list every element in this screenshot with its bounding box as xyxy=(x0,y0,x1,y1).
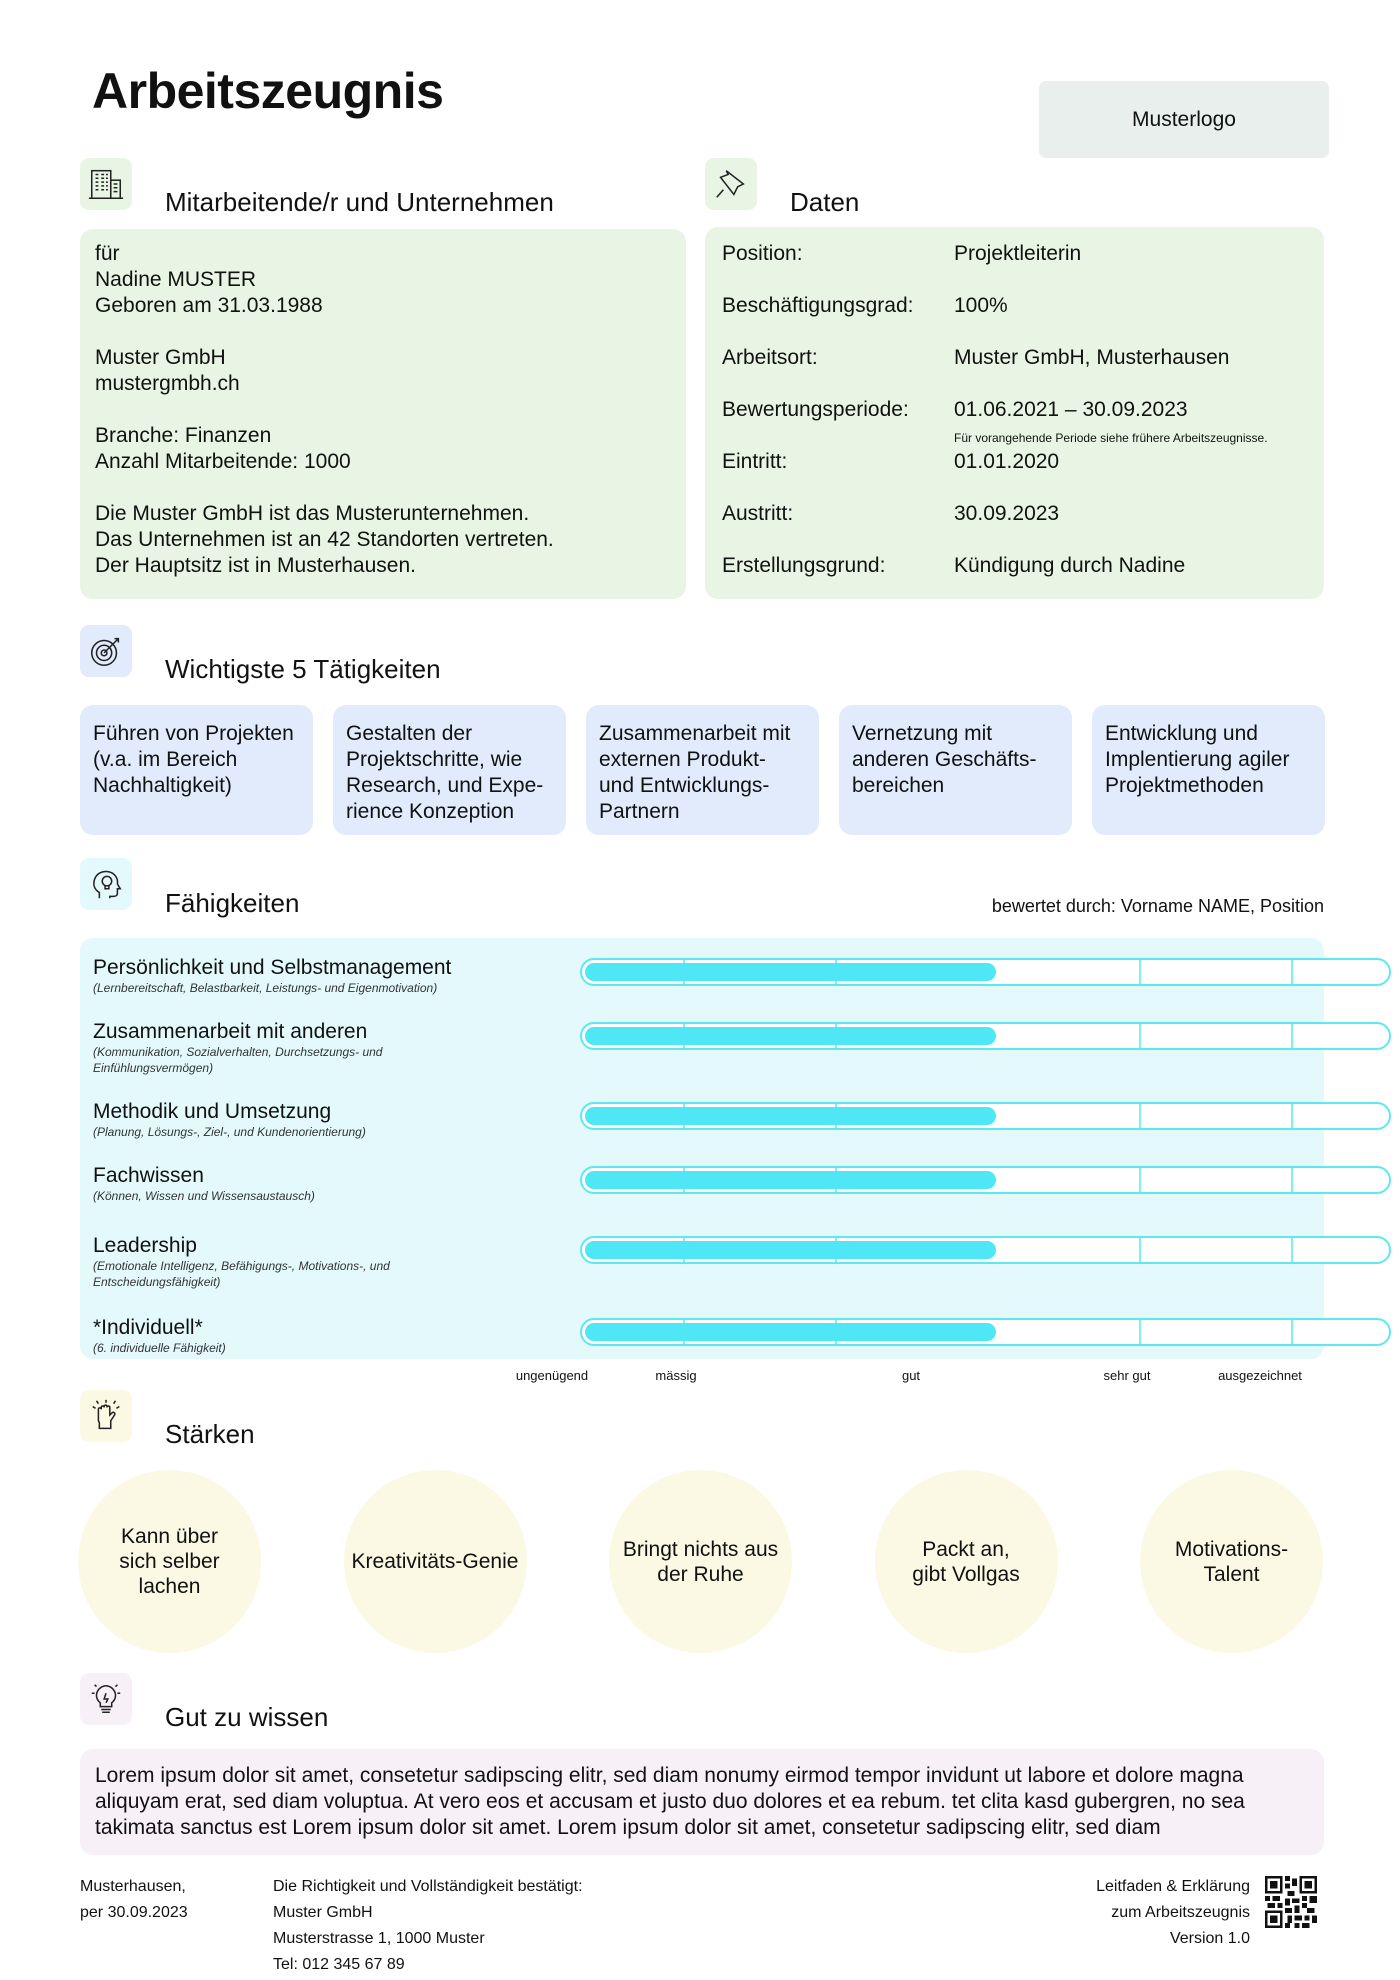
skill-description: (6. individuelle Fähigkeit) xyxy=(93,1341,226,1355)
task-card xyxy=(80,705,313,835)
strength-bubble xyxy=(875,1470,1058,1653)
rated-by: bewertet durch: Vorname NAME, Position xyxy=(991,896,1324,916)
rating-tick xyxy=(1139,1320,1141,1344)
rating-tick xyxy=(1291,1320,1293,1344)
skill-label xyxy=(93,1020,493,1076)
task-line: Gestalten der xyxy=(346,722,473,745)
info-line: takimata sanctus est Lorem ipsum dolor sit amet. Lorem ipsum dolor sit amet, consetetur sadipscing elitr, sed diam xyxy=(95,1816,1161,1839)
footer-confirm-line: Die Richtigkeit und Vollständigkeit bestätigt: xyxy=(273,1878,583,1895)
strength-text xyxy=(912,1537,1019,1587)
strength-line: lachen xyxy=(138,1575,201,1598)
employee-line: mustergmbh.ch xyxy=(95,372,240,395)
footer-guide-line: zum Arbeitszeugnis xyxy=(1111,1904,1250,1921)
skill-name: *Individuell* xyxy=(93,1316,203,1339)
company-logo: Musterlogo xyxy=(1039,81,1329,158)
rating-tick xyxy=(1139,1024,1141,1048)
strength-bubble xyxy=(1140,1470,1323,1653)
strength-bubble xyxy=(78,1470,261,1653)
skill-rating-bar xyxy=(580,1166,1391,1194)
head-bulb-icon xyxy=(80,858,132,910)
employee-line: Die Muster GmbH ist das Musterunternehmen. xyxy=(95,502,530,525)
footer-confirm-line: Tel: 012 345 67 89 xyxy=(273,1956,405,1973)
rating-tick xyxy=(1139,1238,1141,1262)
strength-line: sich selber xyxy=(119,1550,220,1573)
data-value: Muster GmbH, Musterhausen xyxy=(954,346,1230,369)
rating-tick xyxy=(1291,960,1293,984)
task-card xyxy=(333,705,566,835)
task-line: Nachhaltigkeit) xyxy=(93,774,232,797)
strength-bubble xyxy=(344,1470,527,1653)
data-row xyxy=(722,241,1081,267)
task-line: Entwicklung und xyxy=(1105,722,1258,745)
skill-name: Persönlichkeit und Selbstmanagement xyxy=(93,956,452,979)
skill-label xyxy=(93,1316,493,1356)
skills-box xyxy=(80,938,1324,1359)
skill-name: Fachwissen xyxy=(93,1164,204,1187)
strength-line: gibt Vollgas xyxy=(912,1562,1020,1586)
qr-code[interactable] xyxy=(1265,1876,1317,1928)
footer-confirm-line: Musterstrasse 1, 1000 Muster xyxy=(273,1930,485,1947)
employee-line: Geboren am 31.03.1988 xyxy=(95,294,323,317)
data-row xyxy=(722,501,1059,527)
lightbulb-icon xyxy=(80,1673,132,1725)
data-value: Kündigung durch Nadine xyxy=(954,554,1186,577)
skill-description: Entscheidungsfähigkeit) xyxy=(93,1275,221,1289)
employee-line xyxy=(95,319,554,345)
strength-text xyxy=(623,1537,778,1587)
data-value: 100% xyxy=(954,294,1008,317)
section-title-strengths: Stärken xyxy=(165,1419,255,1449)
employee-line: Branche: Finanzen xyxy=(95,424,272,447)
skill-rating-bar xyxy=(580,1236,1391,1264)
skill-rating-bar xyxy=(580,1318,1391,1346)
employee-line: Nadine MUSTER xyxy=(95,268,257,291)
task-line: Vernetzung mit xyxy=(852,722,993,745)
skill-label xyxy=(93,956,493,996)
data-label: Beschäftigungsgrad: xyxy=(722,294,914,317)
building-icon xyxy=(80,158,132,210)
employee-line xyxy=(95,475,554,501)
footer-place-line: per 30.09.2023 xyxy=(80,1904,188,1921)
footer-guide-line: Version 1.0 xyxy=(1169,1930,1250,1947)
task-line: Führen von Projekten xyxy=(93,722,294,745)
skill-label xyxy=(93,1234,493,1290)
employee-line: für xyxy=(95,242,120,265)
skill-rating-bar xyxy=(580,1022,1391,1050)
strength-text xyxy=(119,1524,219,1599)
data-value: 30.09.2023 xyxy=(954,502,1060,525)
skill-label xyxy=(93,1100,493,1140)
employee-line xyxy=(95,397,554,423)
rating-tick xyxy=(1139,960,1141,984)
strength-line: Talent xyxy=(1203,1562,1260,1586)
employee-line: Anzahl Mitarbeitende: 1000 xyxy=(95,450,351,473)
rating-tick xyxy=(1291,1104,1293,1128)
data-row xyxy=(722,397,1188,423)
rating-fill xyxy=(585,963,996,981)
rating-fill xyxy=(585,1171,996,1189)
scale-label: gut xyxy=(901,1368,921,1383)
skill-description: (Kommunikation, Sozialverhalten, Durchsetzungs- und xyxy=(93,1045,383,1059)
data-row xyxy=(722,553,1185,579)
section-title-data: Daten xyxy=(790,187,860,217)
scale-label: sehr gut xyxy=(1103,1368,1151,1383)
rating-fill xyxy=(585,1323,996,1341)
rating-tick xyxy=(1291,1238,1293,1262)
strength-line: der Ruhe xyxy=(657,1562,744,1586)
skill-rating-bar xyxy=(580,958,1391,986)
data-label: Position: xyxy=(722,242,803,265)
strength-line: Kreativitäts-Genie xyxy=(351,1550,519,1573)
skill-name: Zusammenarbeit mit anderen xyxy=(93,1020,368,1043)
section-title-employee: Mitarbeitende/r und Unternehmen xyxy=(165,187,554,217)
section-title-skills: Fähigkeiten xyxy=(165,888,300,918)
info-line: Lorem ipsum dolor sit amet, consetetur sadipscing elitr, sed diam nonumy eirmod tempor invidunt ut labore et dolore magna xyxy=(95,1764,1244,1787)
employee-line: Das Unternehmen ist an 42 Standorten vertreten. xyxy=(95,528,554,551)
skill-description: (Planung, Lösungs-, Ziel-, und Kundenorientierung) xyxy=(93,1125,366,1139)
skill-name: Leadership xyxy=(93,1234,197,1257)
data-label: Bewertungsperiode: xyxy=(722,398,909,421)
target-icon xyxy=(80,625,132,677)
data-row xyxy=(722,345,1229,371)
task-line: (v.a. im Bereich xyxy=(93,748,238,771)
task-card xyxy=(1092,705,1325,835)
task-line: Projektmethoden xyxy=(1105,774,1264,797)
employee-line: Der Hauptsitz ist in Musterhausen. xyxy=(95,554,416,577)
scale-label: ausgezeichnet xyxy=(1218,1368,1302,1383)
task-line: Zusammenarbeit mit xyxy=(599,722,791,745)
data-label: Erstellungsgrund: xyxy=(722,554,886,577)
task-line: rience Konzeption xyxy=(346,800,515,823)
strength-line: Kann über xyxy=(121,1525,218,1548)
data-label: Eintritt: xyxy=(722,450,788,473)
data-value: Projektleiterin xyxy=(954,242,1082,265)
task-line: Research, und Expe- xyxy=(346,774,544,797)
task-line: Partnern xyxy=(599,800,680,823)
page-title: Arbeitszeugnis xyxy=(92,63,444,119)
strength-text xyxy=(352,1549,519,1574)
section-title-info: Gut zu wissen xyxy=(165,1702,329,1732)
task-line: bereichen xyxy=(852,774,945,797)
task-line: Implentierung agiler xyxy=(1105,748,1290,771)
rating-fill xyxy=(585,1241,996,1259)
skill-rating-bar xyxy=(580,1102,1391,1130)
task-line: Projektschritte, wie xyxy=(346,748,523,771)
employee-box xyxy=(80,229,686,599)
data-row xyxy=(722,449,1059,475)
strength-line: Packt an, xyxy=(922,1537,1010,1561)
footer-guide-line: Leitfaden & Erklärung xyxy=(1096,1878,1250,1895)
info-line: aliquyam erat, sed diam voluptua. At vero eos et accusam et justo duo dolores et ea rebum. tet clita kasd gubergren, no sea xyxy=(95,1790,1245,1813)
rating-tick xyxy=(1291,1168,1293,1192)
data-label: Arbeitsort: xyxy=(722,346,818,369)
rating-tick xyxy=(1139,1168,1141,1192)
section-title-tasks: Wichtigste 5 Tätigkeiten xyxy=(165,654,441,684)
data-box xyxy=(705,227,1324,599)
pin-icon xyxy=(705,158,757,210)
data-row xyxy=(722,293,1008,319)
scale-label: mässig xyxy=(655,1368,697,1383)
task-card xyxy=(586,705,819,835)
footer-confirm-line: Muster GmbH xyxy=(273,1904,373,1921)
task-line: externen Produkt- xyxy=(599,748,766,771)
task-line: anderen Geschäfts- xyxy=(852,748,1037,771)
rating-tick xyxy=(1291,1024,1293,1048)
period-note: Für vorangehende Periode siehe frühere Arbeitszeugnisse. xyxy=(954,431,1268,445)
fist-icon xyxy=(80,1390,132,1442)
data-value: 01.01.2020 xyxy=(954,450,1060,473)
skill-description: (Können, Wissen und Wissensaustausch) xyxy=(93,1189,315,1203)
strength-line: Motivations- xyxy=(1174,1537,1289,1561)
strength-line: Bringt nichts aus xyxy=(622,1537,779,1561)
data-value: 01.06.2021 – 30.09.2023 xyxy=(954,398,1188,421)
data-label: Austritt: xyxy=(722,502,794,525)
scale-label: ungenügend xyxy=(515,1368,589,1383)
employee-line: Muster GmbH xyxy=(95,346,226,369)
skill-name: Methodik und Umsetzung xyxy=(93,1100,332,1123)
skill-description: (Emotionale Intelligenz, Befähigungs-, Motivations-, und xyxy=(93,1259,390,1273)
info-box xyxy=(80,1749,1324,1855)
rating-fill xyxy=(585,1027,996,1045)
task-card xyxy=(839,705,1072,835)
footer-place-line: Musterhausen, xyxy=(80,1878,186,1895)
skill-label xyxy=(93,1164,493,1204)
rating-fill xyxy=(585,1107,996,1125)
skill-description: (Lernbereitschaft, Belastbarkeit, Leistungs- und Eigenmotivation) xyxy=(93,981,438,995)
strength-text xyxy=(1175,1537,1288,1587)
skill-description: Einfühlungsvermögen) xyxy=(93,1061,214,1075)
strength-bubble xyxy=(609,1470,792,1653)
task-line: und Entwicklungs- xyxy=(599,774,770,797)
rating-tick xyxy=(1139,1104,1141,1128)
